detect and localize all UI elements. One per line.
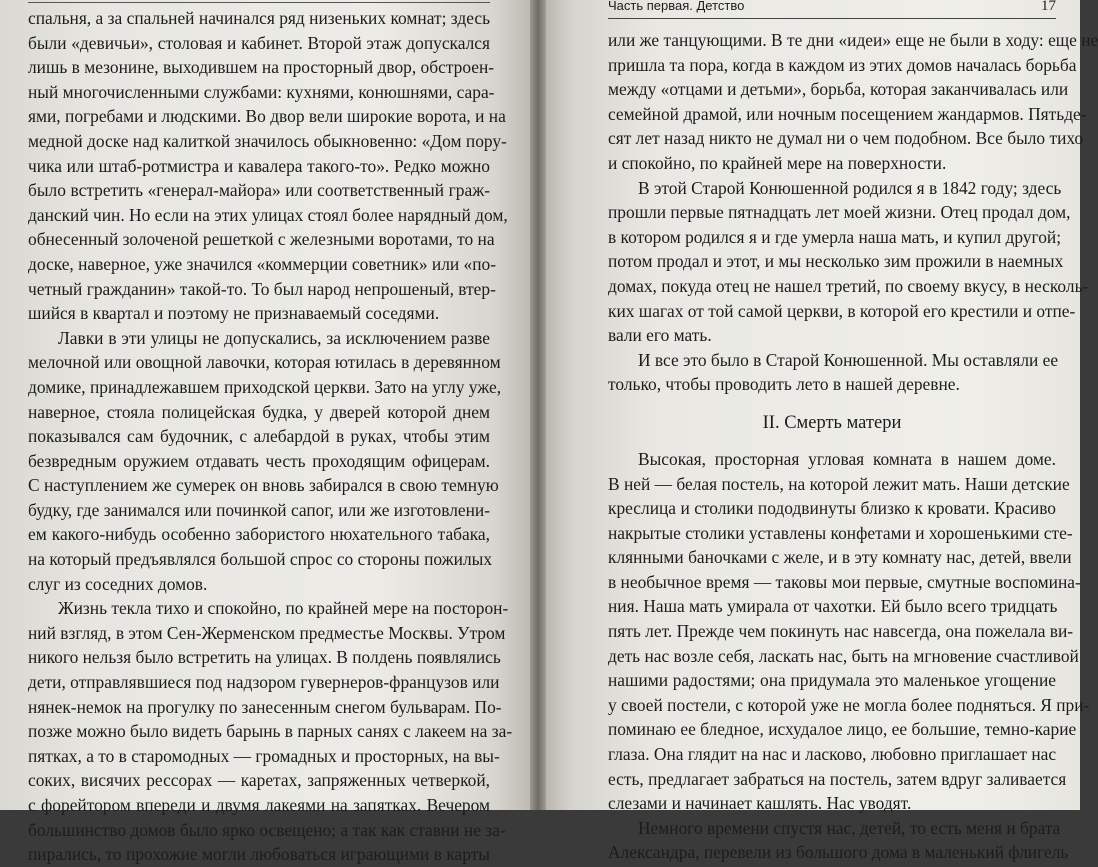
text-line: лишь в мезонине, выходившем на просторный двор, обстроен- [28,57,495,78]
text-line: будку, где занимался или починкой сапог, или же изготовлени- [28,499,490,520]
text-line: наверное, стояла полицейская будка, у дверей которой днем [28,401,490,422]
text-line: ями, погребами и людскими. Во двор вели широкие ворота, и на [28,106,506,127]
text-line: ний взгляд, в этом Сен-Жерменском предместье Москвы. Утром [28,622,506,643]
text-line: с форейтором впереди и двумя лакеями на запятках. Вечером [28,795,490,815]
text-line: или же танцующими. В те дни «идеи» еще не были в ходу: еще не [608,30,1098,50]
text-line: только, чтобы проводить лето в нашей деревне. [608,374,960,395]
text-line: безвредным оружием отдавать честь проходящим офицерам. [28,450,490,471]
text-line: никого нельзя было встретить на улицах. В полдень появлялись [28,647,501,668]
text-line: И все это было в Старой Конюшенной. Мы оставляли ее [638,349,1059,370]
book-gutter [530,0,546,810]
right-text-column [608,28,1098,865]
text-line: показывался сам будочник, с алебардой в руках, чтобы этим [28,426,490,447]
text-line: Немного времени спустя нас, детей, то есть меня и брата [638,817,1061,838]
text-line: домах, покуда отец не нашел третий, по своему вкусу, в несколь- [608,275,1089,296]
text-line: В этой Старой Конюшенной родился я в 1842 году; здесь [638,177,1062,198]
text-line: между «отцами и детьми», борьба, которая заканчивалась или [608,79,1069,100]
text-line: вали его мать. [608,325,712,346]
left-page [0,0,536,865]
page-number: 17 [1041,0,1056,14]
text-line: в необычное время — таковы мои первые, смутные воспомина- [608,571,1081,592]
text-line: сят лет назад никто не думал ни о чем подобном. Все было тихо [608,128,1084,149]
text-line: Высокая, просторная угловая комната в нашем доме. [638,448,1056,469]
text-line: пять лет. Прежде чем покинуть нас навсегда, она пожелала ви- [608,621,1074,642]
chapter-heading: II. Смерть матери [762,412,902,433]
text-line: данский чин. Но если на этих улицах стоял более нарядный дом, [28,204,508,225]
text-line: у своей постели, с которой уже не могла более подняться. Я при- [608,694,1090,715]
text-line: В ней — белая постель, на которой лежит мать. Наши детские [608,473,1070,494]
text-line: Александра, перевели из большого дома в маленький флигель [608,842,1069,863]
text-line: дети, отправлявшиеся под надзором гувернеров-французов или [28,672,500,693]
text-line: в котором родился я и где умерла наша мать, и купил другой; [608,226,1062,247]
text-line: было встретить «генерал-майора» или соответственный граж- [28,180,490,201]
text-line: глаза. Она глядит на нас и ласково, любовно приглашает нас [608,744,1057,765]
text-line: клянными баночками с желе, и в эту комнату нас, детей, ввели [608,547,1072,568]
text-line: Жизнь текла тихо и спокойно, по крайней мере на посторон- [58,598,509,619]
text-line: были «девичьи», столовая и кабинет. Второй этаж допускался [28,32,490,53]
text-line: деть нас возле себя, ласкать нас, быть на мгновение счастливой [608,645,1079,666]
text-line: пришла та пора, когда в каждом из этих домов началась борьба [608,54,1077,75]
text-line: поминаю ее бледное, исхудалое лицо, ее большие, темно-карие [608,719,1077,740]
text-line: соких, висячих рессорах — каретах, запряженных четверкой, [28,770,490,791]
text-line: шийся в квартал и поэтому не признаваемый соседями. [28,303,440,324]
text-line: обнесенный золоченой решеткой с железными воротами, то на [28,229,495,250]
text-line: чика или штаб-ротмистра и кавалера такого-то». Редко можно [28,155,490,176]
text-line: семейной драмой, или ночным посещением жандармов. Пятьде- [608,103,1087,124]
text-line: ем какого-нибудь особенно забористого нюхательного табака, [28,524,490,545]
paragraphs-after-heading [608,447,1090,865]
text-line: позже можно было видеть барынь в парных санях с лакеем на за- [28,721,513,742]
text-line: пятках, а то в старомодных — громадных и просторных, на вы- [28,745,500,766]
text-line: есть, предлагает забраться на постель, затем вдруг заливается [608,768,1067,789]
text-line: домике, принадлежавшем приходской церкви. Зато на углу уже, [28,376,502,397]
text-line: пирались, то прохожие могли любоваться играющими в карты [28,844,490,865]
text-line: прошли первые пятнадцать лет моей жизни. Отец продал дом, [608,202,1071,223]
text-line: мелочной или овощной лавочки, которая ютилась в деревянном [28,352,501,373]
running-head [608,0,1056,19]
text-line: спальня, а за спальней начинался ряд низеньких комнат; здесь [28,8,490,28]
top-rule [28,2,490,3]
text-line: накрытые столики уставлены конфетами и хорошенькими сте- [608,522,1073,543]
text-line: нашими радостями; она придумала это маленькое угощение [608,670,1056,691]
text-line: и спокойно, по крайней мере на поверхности. [608,152,947,173]
text-line: нянек-немок на прогулку по занесенным снегом бульварам. По- [28,696,502,717]
text-line: потом продал и этот, и мы несколько зим прожили в наемных [608,251,1064,272]
text-line: Лавки в эти улицы не допускались, за исключением разве [58,327,490,348]
text-line: медной доске над калиткой значилось обыкновенно: «Дом пору- [28,130,507,151]
paragraphs-before-heading [608,28,1098,397]
text-line: креслица и столики пододвинуты близко к кровати. Красиво [608,498,1056,519]
text-line: ких шагах от той самой церкви, в которой его крестили и отпе- [608,300,1076,321]
text-line: ния. Наша мать умирала от чахотки. Ей было всего тридцать [608,596,1058,617]
text-line: на который предъявлялся большой спрос со стороны пожилых [28,549,493,570]
text-line: слезами и начинает кашлять. Нас уводят. [608,793,912,814]
text-line: четный гражданин» такой-то. То был народ непрошеный, втер- [28,278,496,299]
text-line: ный многочисленными службами: кухнями, конюшнями, сара- [28,81,495,102]
right-page [540,0,1098,863]
left-text-column [28,6,513,867]
text-line: доске, наверное, уже значился «коммерции советник» или «по- [28,253,497,274]
text-line: С наступлением же сумерек он вновь забирался в свою темную [28,475,499,496]
running-title: Часть первая. Детство [608,0,745,13]
text-line: большинство домов было ярко освещено; а так как ставни не за- [28,819,506,840]
text-line: слуг из соседних домов. [28,573,208,594]
